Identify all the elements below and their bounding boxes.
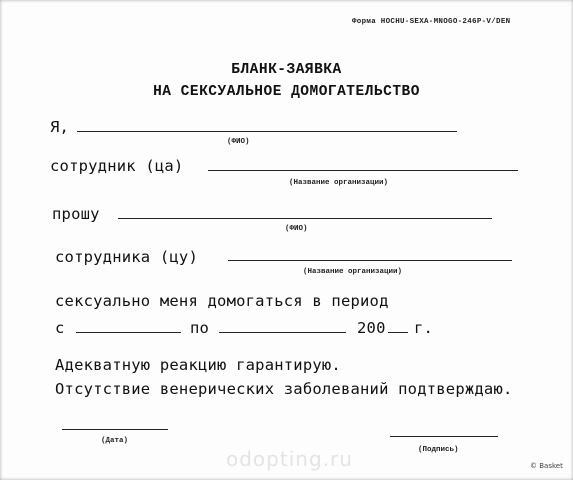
credit: © Basket [530,462,563,470]
fio-line-1[interactable] [77,131,457,132]
employee-label: сотрудник (ца) [50,157,184,175]
watermark: odopting.ru [226,447,353,471]
to-date-line[interactable] [219,332,346,333]
from-label: с [55,319,65,337]
date-line[interactable] [62,429,168,430]
year-prefix: 200 [357,319,386,337]
form-title-line-1: БЛАНК-ЗАЯВКА [231,62,342,78]
fio-caption-1: (ФИО) [227,138,250,146]
date-caption: (Дата) [101,437,129,445]
organization-line-1[interactable] [208,170,518,171]
fio-line-2[interactable] [118,218,492,219]
to-label: по [190,319,210,337]
year-line[interactable] [388,332,408,333]
request-label: прошу [52,205,100,223]
organization-caption-1: (Название организации) [289,179,389,187]
period-sentence: сексуально меня домогаться в период [55,292,389,310]
fio-caption-2: (ФИО) [285,225,308,233]
signature-line[interactable] [390,436,498,437]
organization-caption-2: (Название организации) [303,268,403,276]
statement-line-2: Отсутствие венерических заболеваний подтверждаю. [55,380,513,398]
form-title-line-2: НА СЕКСУАЛЬНОЕ ДОМОГАТЕЛЬСТВО [153,84,420,100]
signature-caption: (Подпись) [418,446,459,454]
statement-line-1: Адекватную реакцию гарантирую. [55,356,341,374]
ya-label: Я, [50,118,70,136]
from-date-line[interactable] [76,332,181,333]
organization-line-2[interactable] [228,260,512,261]
employee2-label: сотрудника (цу) [55,248,198,266]
year-suffix: г. [414,319,434,337]
form-code: Форма HOCHU-SEXA-MNOGO-246P-V/DEN [352,18,511,26]
